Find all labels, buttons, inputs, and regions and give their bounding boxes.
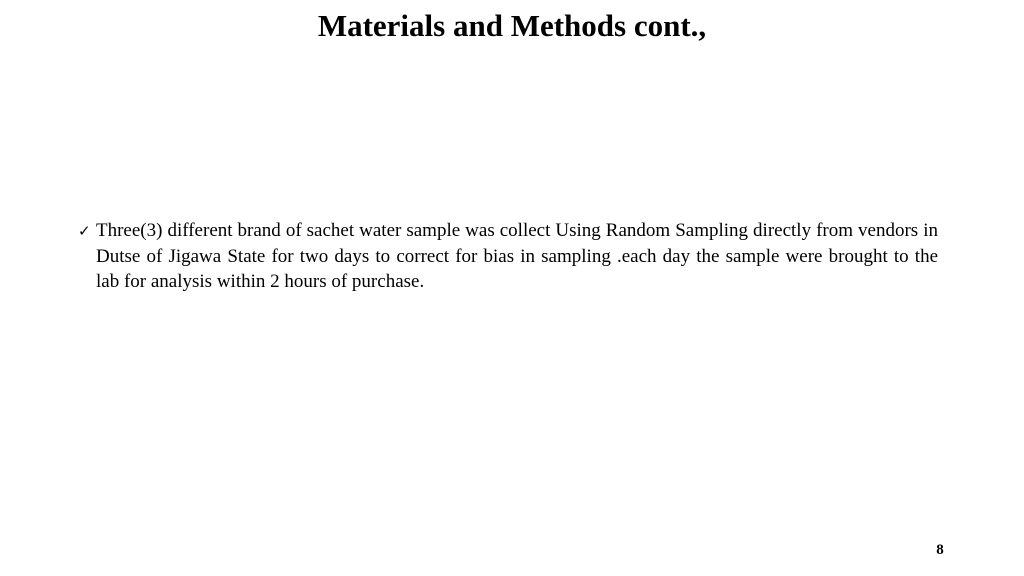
page-number: 8	[936, 542, 944, 558]
bullet-item	[78, 218, 938, 295]
checkmark-icon: ✓	[78, 222, 91, 240]
slide-title: Materials and Methods cont.,	[317, 8, 707, 43]
bullet-text: Three(3) different brand of sachet water sample was collect Using Random Sampling directly from vendors in Dutse of Jigawa State for two days to correct for bias in sampling .each day the sample were brought to the lab for analysis within 2 hours of purchase.	[96, 220, 938, 292]
bullet-list	[78, 218, 938, 295]
